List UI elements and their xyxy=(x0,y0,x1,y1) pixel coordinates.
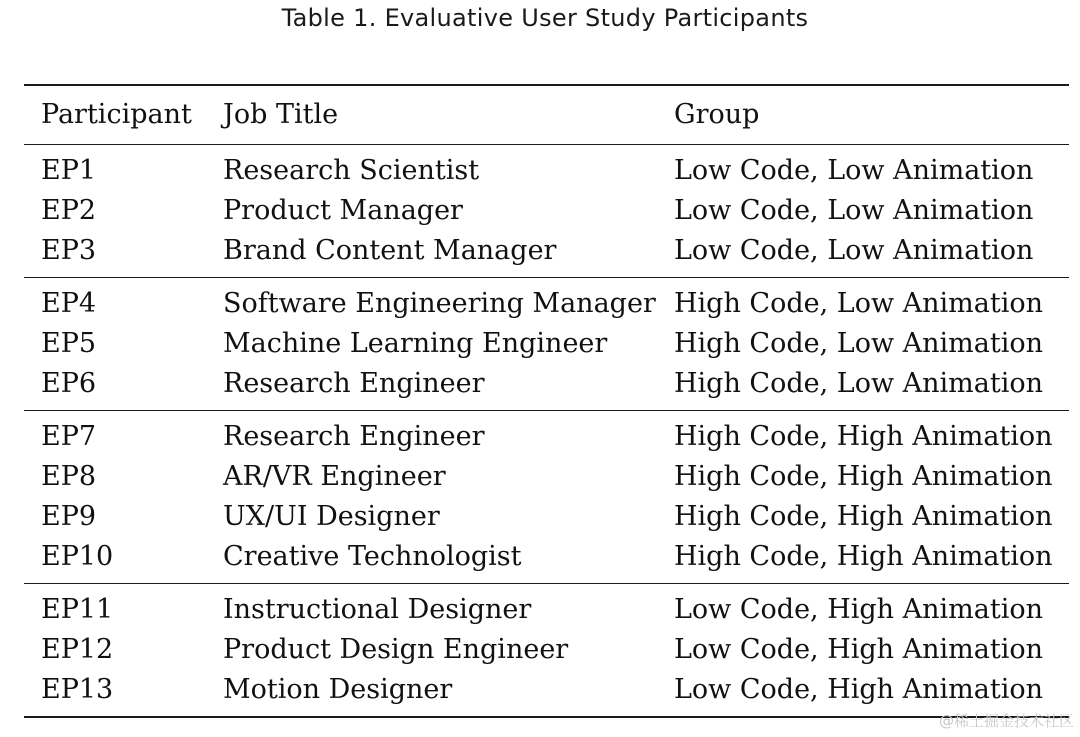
watermark: @稀土掘金技术社区 xyxy=(938,712,1074,730)
participant-cell: EP1 xyxy=(41,155,97,187)
job-title-cell: Motion Designer xyxy=(223,674,453,706)
participant-cell: EP10 xyxy=(41,541,114,573)
participant-cell: EP7 xyxy=(41,421,97,453)
participant-cell: EP13 xyxy=(41,674,114,706)
table-row xyxy=(24,630,1069,670)
group-cell: High Code, High Animation xyxy=(674,461,1053,493)
group-cell: High Code, High Animation xyxy=(674,501,1053,533)
group-cell: High Code, High Animation xyxy=(674,541,1053,573)
group-block xyxy=(24,278,1069,410)
participant-cell: EP8 xyxy=(41,461,97,493)
bottom-rule xyxy=(24,716,1069,718)
participants-table xyxy=(24,84,1069,718)
table-row xyxy=(24,590,1069,630)
group-cell: Low Code, High Animation xyxy=(674,674,1044,706)
participant-cell: EP12 xyxy=(41,634,114,666)
job-title-cell: Creative Technologist xyxy=(223,541,522,573)
job-title-cell: Software Engineering Manager xyxy=(223,288,656,320)
job-title-cell: Brand Content Manager xyxy=(223,235,557,267)
group-block xyxy=(24,411,1069,583)
job-title-cell: Research Engineer xyxy=(223,368,485,400)
job-title-cell: AR/VR Engineer xyxy=(223,461,446,493)
table-row xyxy=(24,191,1069,231)
job-title-cell: Product Design Engineer xyxy=(223,634,569,666)
table-row xyxy=(24,457,1069,497)
header-participant: Participant xyxy=(41,99,192,130)
job-title-cell: Product Manager xyxy=(223,195,463,227)
job-title-cell: Machine Learning Engineer xyxy=(223,328,608,360)
group-cell: Low Code, Low Animation xyxy=(674,195,1034,227)
group-block xyxy=(24,145,1069,277)
group-cell: Low Code, High Animation xyxy=(674,634,1044,666)
group-cell: High Code, High Animation xyxy=(674,421,1053,453)
participant-cell: EP4 xyxy=(41,288,97,320)
participant-cell: EP5 xyxy=(41,328,97,360)
table-row xyxy=(24,537,1069,577)
table-caption: Table 1. Evaluative User Study Participants xyxy=(281,4,809,32)
table-row xyxy=(24,364,1069,404)
table-row xyxy=(24,417,1069,457)
job-title-cell: Instructional Designer xyxy=(223,594,532,626)
table-row xyxy=(24,231,1069,271)
table-row xyxy=(24,284,1069,324)
group-cell: Low Code, Low Animation xyxy=(674,155,1034,187)
group-cell: High Code, Low Animation xyxy=(674,368,1044,400)
group-block xyxy=(24,584,1069,716)
group-cell: High Code, Low Animation xyxy=(674,288,1044,320)
group-cell: Low Code, Low Animation xyxy=(674,235,1034,267)
participant-cell: EP9 xyxy=(41,501,97,533)
group-cell: High Code, Low Animation xyxy=(674,328,1044,360)
header-group: Group xyxy=(674,99,760,130)
group-cell: Low Code, High Animation xyxy=(674,594,1044,626)
table-row xyxy=(24,151,1069,191)
job-title-cell: Research Scientist xyxy=(223,155,480,187)
participant-cell: EP3 xyxy=(41,235,97,267)
table-row xyxy=(24,324,1069,364)
participant-cell: EP11 xyxy=(41,594,114,626)
job-title-cell: UX/UI Designer xyxy=(223,501,440,533)
header-row xyxy=(24,86,1069,144)
participant-cell: EP6 xyxy=(41,368,97,400)
header-job-title: Job Title xyxy=(223,99,339,130)
table-row xyxy=(24,670,1069,710)
table-row xyxy=(24,497,1069,537)
job-title-cell: Research Engineer xyxy=(223,421,485,453)
participant-cell: EP2 xyxy=(41,195,97,227)
